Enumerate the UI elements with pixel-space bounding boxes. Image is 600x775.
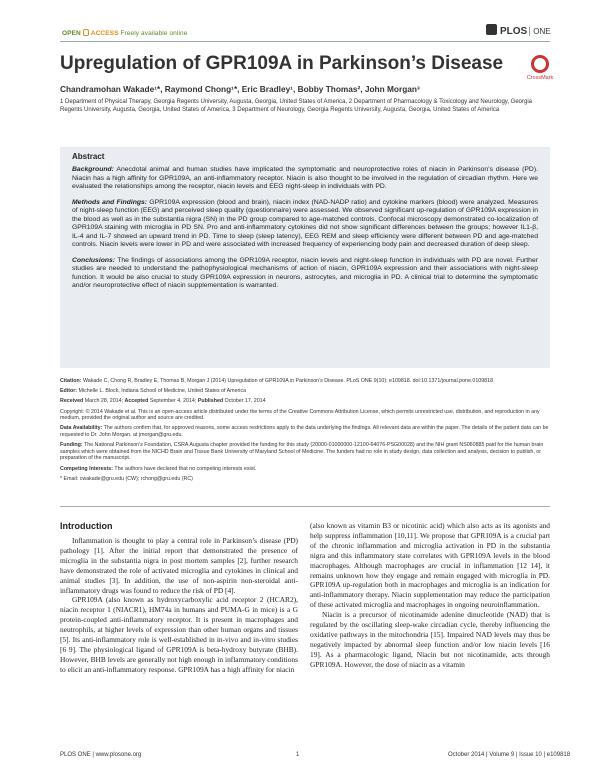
logo-text: PLOS (500, 26, 528, 37)
intro-paragraph-3: (also known as vitamin B3 or nicotinic acid) which also acts as its agonists and help suppress inflammation [10,11]. We propose that GPR109A is a crucial part of the chronic inflammation and microglia activation in PD in the substantia nigra and this inflammatory state correlates with GPR109A levels in the blood macrophages. Although macrophages are crucial in inflammation [12 14], it remains unknown how they engage and remain engaged with microglia in PD. GPR109A up-regulation both in macrophages and microglia is an indication for anti-inflammatory therapy. Niacin supplementation may reduce the participation of these activated microglia and macrophages in ongoing neuroinflammation. (310, 521, 550, 610)
intro-paragraph-1: Inflammation is thought to play a central role in Parkinson’s disease (PD) pathology [1]. After the initial report that demonstrated the presence of microglia in the substantia nigra in post mortem samples [2], further research have demonstrated the role of activated microglia and cytokines in clinical and animal studies [3]. In addition, the use of non-aspirin non-steroidal anti-inflammatory drugs was found to reduce the risk of PD [4]. (60, 536, 298, 595)
copyright: Copyright: © 2014 Wakade et al. This is an open-access article distributed under the terms of the Creative Commons Attribution License, which permits unrestricted use, distribution, and reproduction in any medium, provided the original author and source are credited. (60, 408, 540, 422)
published-label: Published (197, 398, 224, 405)
footer-page-number: 1 (296, 752, 300, 758)
data-availability (60, 425, 550, 438)
affiliations: 1 Department of Physical Therapy, Georgia Regents University, Augusta, Georgia, United States of America, 2 Department of Pharmacology & Toxicology and Neurology, Georgia Regents University, Augusta, Georgia, United States of America, 3 Department of Neurology, Georgia Regents University, Augusta, Georgia, United States of America (60, 99, 533, 113)
citation-label: Citation: (60, 378, 82, 384)
citation (60, 378, 550, 385)
accepted-date: September 4, 2014; (148, 398, 198, 405)
crossmark-icon (531, 55, 549, 73)
background-label: Background: (72, 166, 114, 173)
methods-label: Methods and Findings: (72, 198, 148, 206)
footer-issue: October 2014 | Volume 9 | Issue 10 | e109818 (448, 752, 571, 758)
logo-one-text: ONE (529, 27, 550, 36)
abstract-methods (72, 199, 538, 250)
email: * Email: cwakade@gru.edu (CW); rchong@gru.edu (RC) (60, 475, 193, 482)
abstract-box (60, 147, 550, 368)
dates (60, 398, 550, 405)
funding-text: The National Parkinson’s Foundation, CSRA Augusta chapter provided the funding for this study (20000-01000000-12100-64076-PSG00028) and the NIH grant NS060885 paid for the human brain samples which were obtained from the NICHD Brain and Tissue Bank University of Maryland School of Medicine. The funders had no role in study design, data collection and analysis, decision to publish, or preparation of the manuscript. (60, 442, 544, 462)
citation-text: Wakade C, Chong R, Bradley E, Thomas B, Morgan J (2014) Upregulation of GPR109A in Parkinson’s Disease. PLoS ONE 9(10): e109818. doi:10.1371/journal.pone.0109818 (81, 378, 494, 384)
editor-text: Michelle L. Block, Indiana School of Medicine, United States of America (77, 388, 247, 395)
competing-text: The authors have declared that no competing interests exist. (112, 465, 257, 472)
author-list: Chandramohan Wakade¹*, Raymond Chong¹*, Eric Bradley¹, Bobby Thomas², John Morgan³ (60, 84, 420, 94)
conclusions-label: Conclusions: (72, 256, 116, 264)
abstract-heading: Abstract (72, 152, 105, 161)
access-label: ACCESS (90, 30, 119, 37)
freely-available-label: Freely available online (120, 30, 188, 37)
intro-paragraph-2: GPR109A (also known as hydroxycarboxylic acid receptor 2 (HCAR2), niacin receptor 1 (NIACR1), HM74a in humans and PUMA-G in mice) is a G protein-coupled anti-inflammatory receptor. It is present in macrophages and neutrophils, at higher levels of expression than other human organs and tissues [5]. Its anti-inflammatory role is well-established in in-vivo and in-vitro studies [6 9]. The physiological ligand of GPR109A is beta-hydroxy butyrate (BHB). However, BHB levels are generally not high enough in inflammatory conditions to elicit an anti-inflammatory response. GPR109A has a high affinity for niacin (60, 595, 298, 674)
intro-paragraph-4: Niacin is a precursor of nicotinamide adenine dinucleotide (NAD) that is regulated by the oscillating sleep-wake circadian cycle, thereby influencing the oxidative pathways in the mitochondria [15]. Impaired NAD levels may thus be negatively impacted by abnormal sleep function and/or low niacin levels [16 19]. As a pharmacologic ligand, Niacin but not nicotinamide, acts through GPR109A. However, the dose of niacin as a vitamin (310, 610, 550, 669)
competing-label: Competing Interests: (60, 465, 113, 472)
article-metadata (60, 378, 550, 486)
abstract-background (72, 166, 538, 192)
crossmark-badge[interactable] (520, 55, 560, 81)
header-divider (60, 41, 550, 42)
background-text: Anecdotal animal and human studies have implicated the symptomatic and neuroprotective roles of niacin in Parkinson’s disease (PD). Niacin has a high affinity for GPR109A, an anti-inflammatory receptor. Niacin is also thought to be involved in the regulation of circadian rhythm. Here we evaluated the relationships among the receptor, niacin levels and EEG night-sleep in individuals with PD. (72, 166, 538, 190)
methods-text: GPR109A expression (blood and brain), niacin index (NAD-NADP ratio) and cytokine markers (blood) were analyzed. Measures of night-sleep function (EEG) and perceived sleep quality (questionnaire) were assessed. We observed significant up-regulation of GPR109A expression in the blood as well as in the substantia nigra (SN) in the PD group compared to age-matched controls. Confocal microscopy demonstrated co-localization of GPR109A staining with microglia in PD SN. Pro and anti-inflammatory cytokines did not show significant differences between the groups; however IL1-β, IL-4 and IL-7 showed an upward trend in PD. Time to sleep (sleep latency), EEG REM and sleep efficiency were different between PD and age-matched controls. Niacin levels were lower in PD and were associated with increased frequency of experiencing body pain and decreased duration of deep sleep. (72, 198, 539, 248)
open-access-lock-icon (83, 29, 89, 36)
funding-label: Funding: (60, 442, 83, 449)
plos-logo-icon (486, 24, 497, 35)
editor-label: Editor: (60, 388, 78, 395)
paper-title: Upregulation of GPR109A in Parkinson’s Disease (60, 53, 504, 74)
editor (60, 388, 550, 395)
metadata-divider (60, 506, 550, 507)
availability-text: The authors confirm that, for approved reasons, some access restrictions apply to the data underlying the findings. All relevant data are within the paper. The details of the patient data can be requested to Dr. John Morgan, at jmorgan@gru.edu. (60, 425, 549, 438)
right-column (310, 521, 550, 670)
received-label: Received (60, 398, 84, 405)
abstract-conclusions (72, 257, 538, 291)
crossmark-label: CrossMark (526, 75, 554, 81)
competing-interests (60, 466, 550, 473)
availability-label: Data Availability: (60, 425, 103, 432)
received-date: March 28, 2014; (83, 398, 125, 405)
introduction-heading: Introduction (60, 521, 113, 531)
left-column (60, 536, 298, 675)
journal-logo[interactable] (486, 24, 551, 37)
open-label: OPEN (62, 30, 81, 37)
footer-journal: PLOS ONE | www.plosone.org (60, 752, 142, 758)
funding (60, 442, 550, 462)
conclusions-text: The findings of associations among the GPR109A receptor, niacin levels and night-sleep function in individuals with PD are novel. Further studies are needed to understand the pathophysiological mechanisms of action of niacin, GPR109A expression and their associations with night-sleep function. It would be also crucial to study GPR109A expression in neurons, astrocytes, and microglia in PD. A clinical trial to determine the symptomatic and/or neuroprotective effect of niacin supplementation is warranted. (72, 256, 538, 289)
open-access-badge (62, 29, 187, 37)
published-date: October 17, 2014 (223, 398, 266, 405)
accepted-label: Accepted (124, 398, 149, 405)
